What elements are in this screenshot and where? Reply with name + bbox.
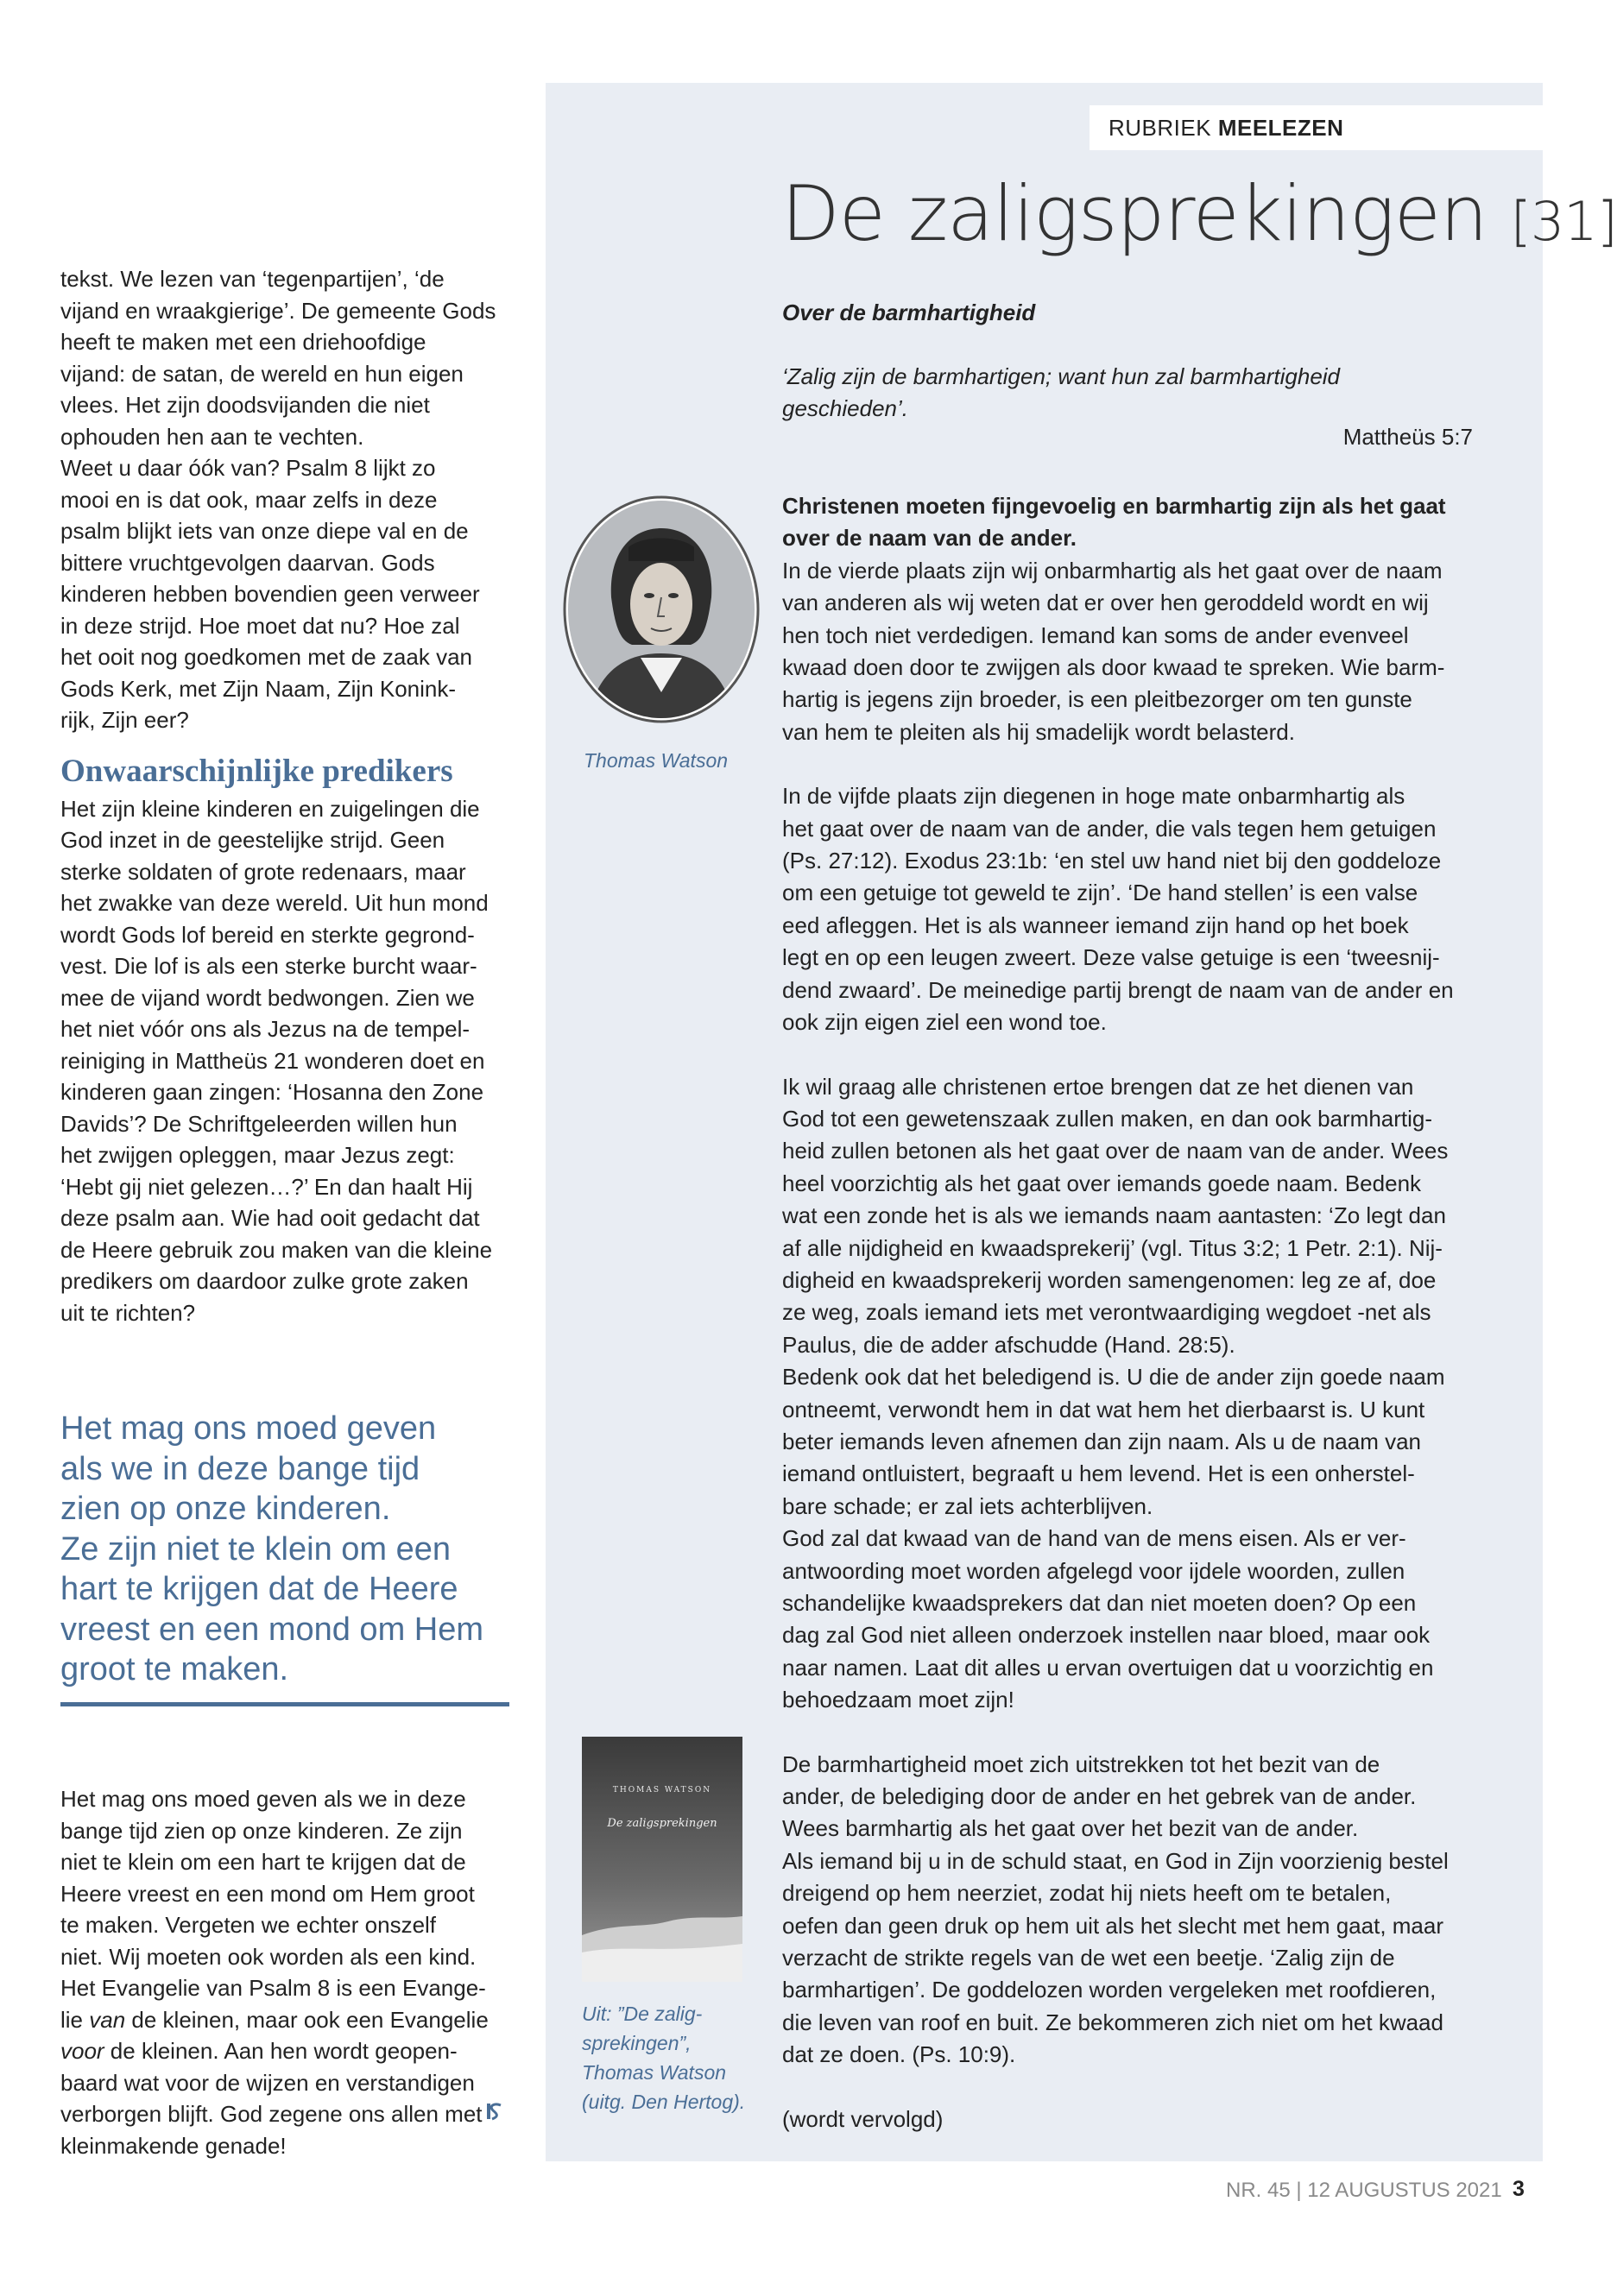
paragraph-gap	[782, 748, 1473, 780]
text-line: vijand: de satan, de wereld en hun eigen	[60, 360, 464, 387]
text-line: ophouden hen aan te vechten.	[60, 423, 364, 450]
rubric-name: MEELEZEN	[1217, 115, 1344, 141]
text-line: ander, de belediging door de ander en het gebrek van de ander.	[782, 1783, 1417, 1810]
text-line: het ooit nog goedkomen met de zaak van	[60, 644, 472, 670]
text-line: kwaad doen door te zwijgen als door kwaad te spreken. Wie barm-	[782, 654, 1445, 681]
quote-line: vreest en een mond om Hem	[60, 1611, 484, 1648]
text-line: bittere vruchtgevolgen daarvan. Gods	[60, 549, 435, 576]
text-segment: lie	[60, 2006, 90, 2033]
text-line: Het zijn kleine kinderen en zuigelingen die	[60, 795, 480, 822]
lead-line: over de naam van de ander.	[782, 525, 1077, 552]
text-line: om een getuige tot geweld te zijn’. ‘De hand stellen’ is een valse	[782, 880, 1418, 906]
bible-verse	[782, 361, 1473, 426]
text-line: iemand ontluistert, begraaft u hem levend. Het is een onherstel-	[782, 1460, 1415, 1487]
text-line: dreigend op hem neerziet, zodat hij niets heeft om te betalen,	[782, 1880, 1392, 1907]
caption-line: sprekingen”,	[582, 2032, 692, 2054]
text-line: uit te richten?	[60, 1299, 196, 1326]
text-segment: niet. Wij moeten ook worden als een kind.	[60, 1943, 477, 1970]
text-line: Weet u daar óók van? Psalm 8 lijkt zo	[60, 455, 436, 481]
text-line: het zwakke van deze wereld. Uit hun mond	[60, 890, 489, 916]
section-heading: Onwaarschijnlijke predikers	[60, 753, 453, 789]
lead-line: Christenen moeten fijngevoelig en barmhartig zijn als het gaat	[782, 493, 1446, 519]
book-cover-image	[582, 1737, 742, 1982]
quote-line: zien op onze kinderen.	[60, 1491, 391, 1527]
article-body	[782, 490, 1473, 2135]
article-paragraph	[782, 1749, 1473, 2072]
text-line: psalm blijkt iets van onze diepe val en de	[60, 518, 469, 544]
text-line: hen toch niet verdedigen. Iemand kan soms de ander evenveel	[782, 621, 1409, 648]
text-segment: Het mag ons moed geven als we in deze	[60, 1786, 466, 1812]
text-line: In de vijfde plaats zijn diegenen in hoge mate onbarmhartig als	[782, 783, 1405, 810]
intro-text	[60, 263, 509, 736]
text-line: ontneemt, verwondt hem in dat wat hem het dierbaarst is. U kunt	[782, 1396, 1425, 1422]
pull-quote-text	[60, 1409, 509, 1690]
text-line: God inzet in de geestelijke strijd. Geen	[60, 827, 445, 853]
rubric-label	[1090, 105, 1543, 150]
end-mark-icon	[485, 2101, 506, 2122]
text-line: Gods Kerk, met Zijn Naam, Zijn Konink-	[60, 675, 457, 702]
text-line: die leven van roof en buit. Ze bekommeren zich niet om het kwaad	[782, 2009, 1443, 2035]
text-line: vijand en wraakgierige’. De gemeente Gods	[60, 297, 496, 324]
text-line: eed afleggen. Het is als wanneer iemand zijn hand op het boek	[782, 911, 1409, 938]
text-line: Als iemand bij u in de schuld staat, en God in Zijn voorzienig bestel	[782, 1847, 1449, 1874]
text-segment: de kleinen. Aan hen wordt geopen-	[104, 2038, 458, 2064]
text-line: schandelijke kwaadsprekers dat dan niet moeten doen? Op een	[782, 1590, 1417, 1616]
text-line: beter iemands leven afnemen dan zijn naam. Als u de naam van	[782, 1428, 1422, 1454]
text-line: verzacht de strikte regels van de wet een beetje. ‘Zalig zijn de	[782, 1945, 1395, 1971]
text-line: God zal dat kwaad van de hand van de mens eisen. Als er ver-	[782, 1525, 1406, 1552]
caption-line: Uit: ”De zalig-	[582, 2003, 703, 2025]
text-line: dat ze doen. (Ps. 10:9).	[782, 2041, 1016, 2068]
book-cover-title: De zaligsprekingen	[607, 1817, 717, 1830]
page-number: 3	[1513, 2177, 1525, 2201]
text-line: in deze strijd. Hoe moet dat nu? Hoe zal	[60, 612, 460, 639]
text-segment: te maken. Vergeten we echter onszelf	[60, 1912, 437, 1938]
article-paragraph	[782, 555, 1473, 748]
verse-line: ‘Zalig zijn de barmhartigen; want hun zal barmhartigheid	[782, 363, 1341, 389]
verse-line: geschieden’.	[782, 395, 908, 422]
caption-line: Thomas Watson	[582, 2061, 727, 2084]
text-line: (Ps. 27:12). Exodus 23:1b: ‘en stel uw hand niet bij den goddeloze	[782, 848, 1442, 874]
text-segment: de kleinen, maar ook een Evangelie	[125, 2006, 489, 2033]
text-line	[60, 2004, 509, 2036]
text-segment: baard wat voor de wijzen en verstandigen	[60, 2069, 475, 2096]
text-line: ook zijn eigen ziel een wond toe.	[782, 1009, 1107, 1036]
text-segment: verborgen blijft. God zegene ons allen met	[60, 2101, 483, 2127]
text-line	[60, 1815, 509, 1847]
text-line: van anderen als wij weten dat er over hen geroddeld wordt en wij	[782, 590, 1429, 616]
text-segment: kleinmakende genade!	[60, 2132, 287, 2159]
article-subtitle: Over de barmhartigheid	[782, 300, 1036, 325]
text-line: het niet vóór ons als Jezus na de tempel-	[60, 1016, 471, 1042]
text-line: het gaat over de naam van de ander, die vals tegen hem getuigen	[782, 815, 1437, 842]
text-line: hartig is jegens zijn broeder, is een pleitbezorger om ten gunste	[782, 686, 1412, 713]
series-number: [31]	[1510, 190, 1617, 253]
article-paragraph	[782, 1071, 1473, 1717]
thomas-watson-portrait	[561, 494, 761, 725]
pull-quote	[60, 1409, 509, 1706]
text-line: kinderen gaan zingen: ‘Hosanna den Zone	[60, 1079, 484, 1105]
section-text	[60, 793, 509, 1329]
quote-line: Ze zijn niet te klein om een	[60, 1530, 452, 1567]
text-line: reiniging in Mattheüs 21 wonderen doet en	[60, 1047, 485, 1074]
portrait-caption: Thomas Watson	[584, 749, 729, 772]
text-line: Davids’? De Schriftgeleerden willen hun	[60, 1110, 458, 1137]
text-line: heel voorzichtig als het gaat over iemands goede naam. Bedenk	[782, 1170, 1422, 1196]
text-line: mee de vijand wordt bedwongen. Zien we	[60, 984, 475, 1011]
text-line: heeft te maken met een driehoofdige	[60, 329, 426, 355]
title-main: De zaligsprekingen	[781, 169, 1511, 258]
text-line	[60, 1878, 509, 1910]
text-line: Paulus, die de adder afschudde (Hand. 28:5).	[782, 1331, 1235, 1358]
text-line	[60, 1909, 509, 1941]
text-line: legt en op een leugen zweert. Deze valse getuige is een ‘tweesnij-	[782, 944, 1440, 971]
text-line: oefen dan geen druk op hem uit als het slecht met hem gaat, maar	[782, 1912, 1444, 1939]
text-line: wordt Gods lof bereid en sterkte gegrond-	[60, 921, 475, 948]
paragraph-gap	[782, 1717, 1473, 1749]
text-line: deze psalm aan. Wie had ooit gedacht dat	[60, 1205, 480, 1231]
text-segment: van	[89, 2006, 126, 2033]
text-segment: bange tijd zien op onze kinderen. Ze zijn	[60, 1817, 463, 1844]
text-segment: niet te klein om een hart te krijgen dat de	[60, 1849, 466, 1875]
paragraph-gap	[782, 1039, 1473, 1071]
text-line	[60, 2098, 509, 2130]
text-line: Wees barmhartig als het gaat over het bezit van de ander.	[782, 1815, 1359, 1842]
text-line: In de vierde plaats zijn wij onbarmhartig als het gaat over de naam	[782, 557, 1443, 583]
text-line: de Heere gebruik zou maken van die kleine	[60, 1236, 493, 1263]
text-line: af alle nijdigheid en kwaadsprekerij’ (vgl. Titus 3:2; 1 Petr. 2:1). Nij-	[782, 1234, 1443, 1261]
text-line: ‘Hebt gij niet gelezen…?’ En dan haalt Hij	[60, 1173, 473, 1200]
paragraph-gap	[782, 2072, 1473, 2104]
text-line: sterke soldaten of grote redenaars, maar	[60, 858, 466, 885]
text-line	[60, 1846, 509, 1878]
text-line	[60, 1783, 509, 1815]
text-line	[60, 2035, 509, 2067]
text-line: Ik wil graag alle christenen ertoe brengen dat ze het dienen van	[782, 1073, 1414, 1100]
text-line: vest. Die lof is als een sterke burcht waar-	[60, 953, 477, 979]
text-line: antwoording moet worden afgelegd voor ijdele woorden, zullen	[782, 1557, 1405, 1584]
article-title	[781, 169, 1617, 258]
text-line: mooi en is dat ook, maar zelfs in deze	[60, 486, 438, 513]
book-cover-author: THOMAS WATSON	[612, 1786, 712, 1795]
text-line	[60, 2067, 509, 2099]
text-line: predikers om daardoor zulke grote zaken	[60, 1268, 469, 1294]
book-caption	[582, 1999, 745, 2116]
text-segment: voor	[60, 2038, 104, 2064]
quote-line: Het mag ons moed geven	[60, 1410, 437, 1447]
closing-text	[60, 1783, 509, 2161]
text-line: bare schade; er zal iets achterblijven.	[782, 1492, 1153, 1519]
text-line: rijk, Zijn eer?	[60, 707, 189, 733]
text-line: wat een zonde het is als we iemands naam aantasten: ‘Zo legt dan	[782, 1202, 1446, 1229]
text-line	[60, 1972, 509, 2004]
text-line: het zwijgen opleggen, maar Jezus zegt:	[60, 1142, 455, 1168]
text-segment: Het Evangelie van Psalm 8 is een Evange-	[60, 1975, 486, 2001]
left-column	[60, 263, 509, 1328]
text-line: dag zal God niet alleen onderzoek instellen naar bloed, maar ook	[782, 1622, 1431, 1649]
rubric-prefix: RUBRIEK	[1109, 115, 1218, 141]
text-line: dend zwaard’. De meinedige partij brengt de naam van de ander en	[782, 976, 1454, 1003]
text-line: barmhartigen’. De goddelozen worden vergeleken met roofdieren,	[782, 1977, 1437, 2003]
text-line: behoedzaam moet zijn!	[782, 1687, 1014, 1713]
text-line: (wordt vervolgd)	[782, 2105, 944, 2132]
text-line	[60, 2130, 509, 2162]
text-line: kinderen hebben bovendien geen verweer	[60, 581, 480, 607]
text-line: De barmhartigheid moet zich uitstrekken tot het bezit van de	[782, 1750, 1380, 1777]
text-line: vlees. Het zijn doodsvijanden die niet	[60, 392, 430, 418]
text-segment: Heere vreest en een mond om Hem groot	[60, 1880, 475, 1907]
article-paragraph	[782, 2104, 1473, 2135]
article-paragraph	[782, 780, 1473, 1038]
quote-line: als we in deze bange tijd	[60, 1450, 420, 1487]
quote-line: groot te maken.	[60, 1651, 289, 1687]
text-line: God tot een gewetenszaak zullen maken, en dan ook barmhartig-	[782, 1105, 1433, 1132]
caption-line: (uitg. Den Hertog).	[582, 2091, 746, 2113]
quote-line: hart te krijgen dat de Heere	[60, 1571, 458, 1607]
text-line	[60, 1941, 509, 1973]
text-line: Bedenk ook dat het beledigend is. U die de ander zijn goede naam	[782, 1364, 1445, 1391]
text-line: ze weg, zoals iemand iets met verontwaardiging wegdoet -net als	[782, 1299, 1431, 1326]
verse-reference: Mattheüs 5:7	[1342, 424, 1473, 450]
text-line: van hem te pleiten als hij smadelijk wordt belasterd.	[782, 718, 1295, 745]
text-line: digheid en kwaadsprekerij worden samengenomen: leg ze af, doe	[782, 1266, 1437, 1293]
text-line: tekst. We lezen van ‘tegenpartijen’, ‘de	[60, 266, 445, 292]
issue-info: NR. 45 | 12 AUGUSTUS 2021	[1226, 2179, 1502, 2202]
text-line: heid zullen betonen als het gaat over de naam van de ander. Wees	[782, 1138, 1449, 1164]
text-line: naar namen. Laat dit alles u ervan overtuigen dat u voorzichtig en	[782, 1654, 1434, 1681]
